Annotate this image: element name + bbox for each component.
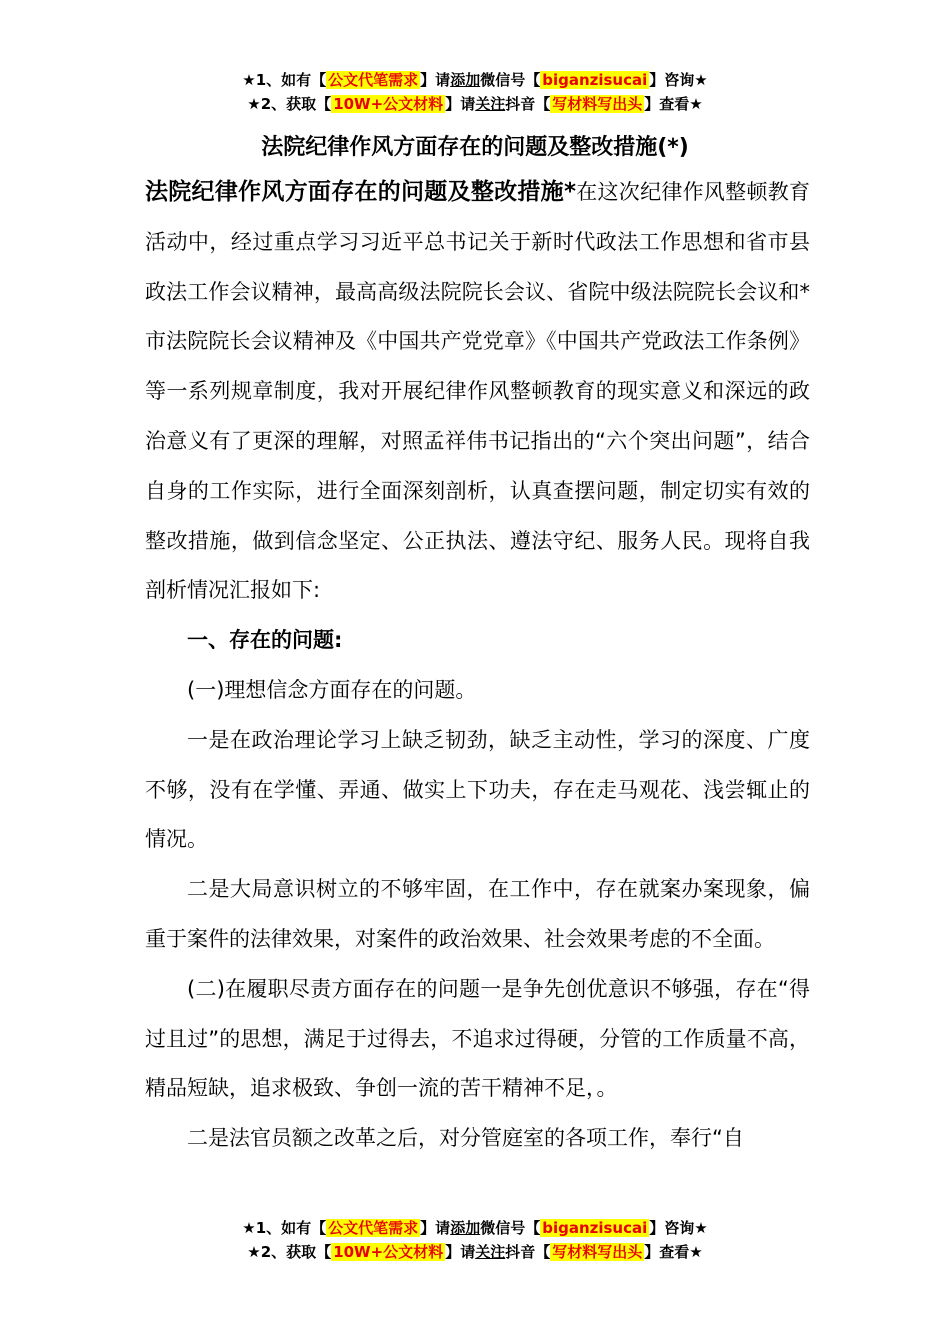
banner-underlined: 关注 [475, 1243, 506, 1261]
banner-highlight: 公文代笔需求 [328, 1219, 419, 1237]
banner-text: 抖音【 [505, 1243, 551, 1261]
document-title: 法院纪律作风方面存在的问题及整改措施(*) [261, 135, 689, 160]
banner-highlight: 写材料写出头 [552, 95, 643, 113]
banner-underlined: 添加 [450, 71, 481, 89]
banner-text: 微信号【 [480, 71, 541, 89]
banner-text: 】查看★ [644, 1243, 703, 1261]
banner-underlined: 关注 [475, 95, 506, 113]
banner-highlight: biganzisucai [542, 1219, 648, 1237]
paragraph: 二是法官员额之改革之后，对分管庭室的各项工作，奉行“自 [187, 1126, 744, 1151]
banner-line-2 [0, 1240, 950, 1264]
banner-text: 】请 [420, 71, 451, 89]
document-body [145, 168, 810, 1164]
banner-highlight: biganzisucai [542, 71, 648, 89]
banner-highlight: 10W+公文材料 [333, 1243, 444, 1261]
subsection-heading: (一)理想信念方面存在的问题。 [187, 677, 477, 702]
banner-text: ★2、获取【 [247, 95, 332, 113]
banner-text: 】查看★ [644, 95, 703, 113]
banner-text: 】咨询★ [649, 71, 708, 89]
banner-highlight: 10W+公文材料 [333, 95, 444, 113]
banner-highlight: 公文代笔需求 [328, 71, 419, 89]
banner-text: 微信号【 [480, 1219, 541, 1237]
banner-text: 】咨询★ [649, 1219, 708, 1237]
paragraph: 二是大局意识树立的不够牢固，在工作中，存在就案办案现象，偏重于案件的法律效果，对案件的政治效果、社会效果考虑的不全面。 [145, 877, 810, 951]
banner-highlight: 写材料写出头 [552, 1243, 643, 1261]
lead-heading: 法院纪律作风方面存在的问题及整改措施* [145, 179, 576, 205]
banner-text: 】请 [445, 95, 476, 113]
banner-text: 】请 [420, 1219, 451, 1237]
banner-line-1 [0, 68, 950, 92]
banner-line-1 [0, 1216, 950, 1240]
footer-banner [0, 1216, 950, 1264]
banner-text: 】请 [445, 1243, 476, 1261]
banner-underlined: 添加 [450, 1219, 481, 1237]
banner-text: 抖音【 [505, 95, 551, 113]
paragraph: 一是在政治理论学习上缺乏韧劲，缺乏主动性，学习的深度、广度不够，没有在学懂、弄通、做实上下功夫，存在走马观花、浅尝辄止的情况。 [145, 727, 810, 852]
banner-line-2 [0, 92, 950, 116]
section-heading: 一、存在的问题: [187, 628, 343, 653]
banner-text: ★1、如有【 [242, 71, 327, 89]
banner-text: ★1、如有【 [242, 1219, 327, 1237]
banner-text: ★2、获取【 [247, 1243, 332, 1261]
paragraph: (二)在履职尽责方面存在的问题一是争先创优意识不够强，存在“得过且过”的思想，满足于过得去，不追求过得硬，分管的工作质量不高，精品短缺，追求极致、争创一流的苦干精神不足，。 [145, 976, 810, 1101]
header-banner [0, 68, 950, 116]
intro-text: 在这次纪律作风整顿教育活动中，经过重点学习习近平总书记关于新时代政法工作思想和省市县政法工作会议精神，最高高级法院院长会议、省院中级法院院长会议和*市法院院长会议精神及《中国共产党党章》《中国共产党政法工作条例》等一系列规章制度，我对开展纪律作风整顿教育的现实意义和深远的政治意义有了更深的理解，对照孟祥伟书记指出的“六个突出问题”，结合自身的工作实际，进行全面深刻剖析，认真查摆问题，制定切实有效的整改措施，做到信念坚定、公正执法、遵法守纪、服务人民。现将自我剖析情况汇报如下: [145, 180, 811, 603]
intro-paragraph [145, 168, 810, 616]
